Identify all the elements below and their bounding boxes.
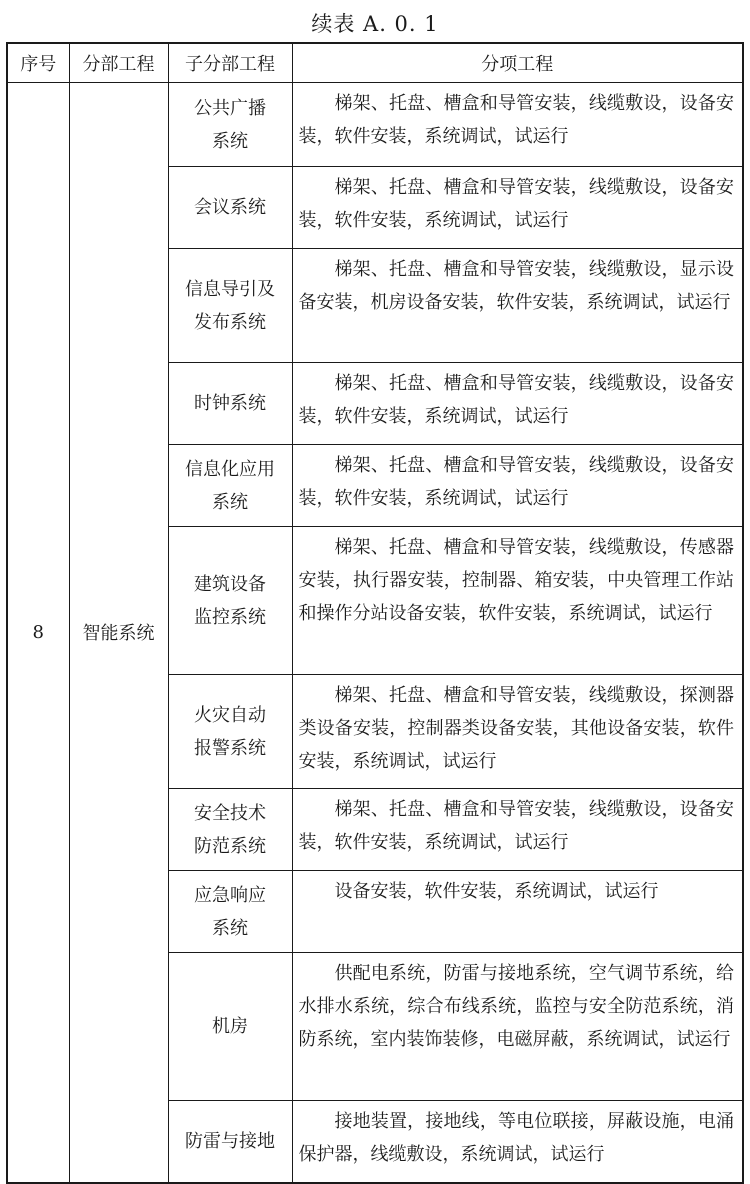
- item-list: 梯架、托盘、槽盒和导管安装，线缆敷设，探测器类设备安装，控制器类设备安装，其他设备安装，软件安装，系统调试，试运行: [292, 675, 743, 789]
- division-name: 智能系统: [69, 83, 168, 1183]
- header-seq: 序号: [7, 43, 69, 83]
- division-table: [6, 42, 744, 1184]
- table-caption: 续表 A. 0. 1: [311, 12, 439, 36]
- subdivision-name: 时钟系统: [168, 363, 292, 445]
- subdivision-name: 机房: [168, 953, 292, 1101]
- subdivision-name: 防雷与接地: [168, 1101, 292, 1183]
- item-list: 设备安装，软件安装，系统调试，试运行: [292, 871, 743, 953]
- subdivision-name: 信息化应用 系统: [168, 445, 292, 527]
- subdivision-name: 公共广播 系统: [168, 83, 292, 167]
- subdivision-name: 建筑设备 监控系统: [168, 527, 292, 675]
- subdivision-name: 应急响应 系统: [168, 871, 292, 953]
- header-items: 分项工程: [292, 43, 743, 83]
- header-subdivision: 子分部工程: [168, 43, 292, 83]
- item-list: 接地装置，接地线，等电位联接，屏蔽设施，电涌保护器，线缆敷设，系统调试，试运行: [292, 1101, 743, 1183]
- header-division: 分部工程: [69, 43, 168, 83]
- subdivision-name: 火灾自动 报警系统: [168, 675, 292, 789]
- subdivision-name: 安全技术 防范系统: [168, 789, 292, 871]
- item-list: 梯架、托盘、槽盒和导管安装，线缆敷设，设备安装，软件安装，系统调试，试运行: [292, 789, 743, 871]
- item-list: 供配电系统，防雷与接地系统，空气调节系统，给水排水系统，综合布线系统，监控与安全防范系统，消防系统，室内装饰装修，电磁屏蔽，系统调试，试运行: [292, 953, 743, 1101]
- item-list: 梯架、托盘、槽盒和导管安装，线缆敷设，设备安装，软件安装，系统调试，试运行: [292, 445, 743, 527]
- item-list: 梯架、托盘、槽盒和导管安装，线缆敷设，设备安装，软件安装，系统调试，试运行: [292, 83, 743, 167]
- seq-number: 8: [7, 83, 69, 1183]
- table-row: [7, 83, 743, 167]
- header-row: [7, 43, 743, 83]
- item-list: 梯架、托盘、槽盒和导管安装，线缆敷设，传感器安装，执行器安装，控制器、箱安装，中央管理工作站和操作分站设备安装，软件安装，系统调试，试运行: [292, 527, 743, 675]
- item-list: 梯架、托盘、槽盒和导管安装，线缆敷设，设备安装，软件安装，系统调试，试运行: [292, 167, 743, 249]
- subdivision-name: 信息导引及 发布系统: [168, 249, 292, 363]
- subdivision-name: 会议系统: [168, 167, 292, 249]
- item-list: 梯架、托盘、槽盒和导管安装，线缆敷设，显示设备安装，机房设备安装，软件安装，系统调试，试运行: [292, 249, 743, 363]
- item-list: 梯架、托盘、槽盒和导管安装，线缆敷设，设备安装，软件安装，系统调试，试运行: [292, 363, 743, 445]
